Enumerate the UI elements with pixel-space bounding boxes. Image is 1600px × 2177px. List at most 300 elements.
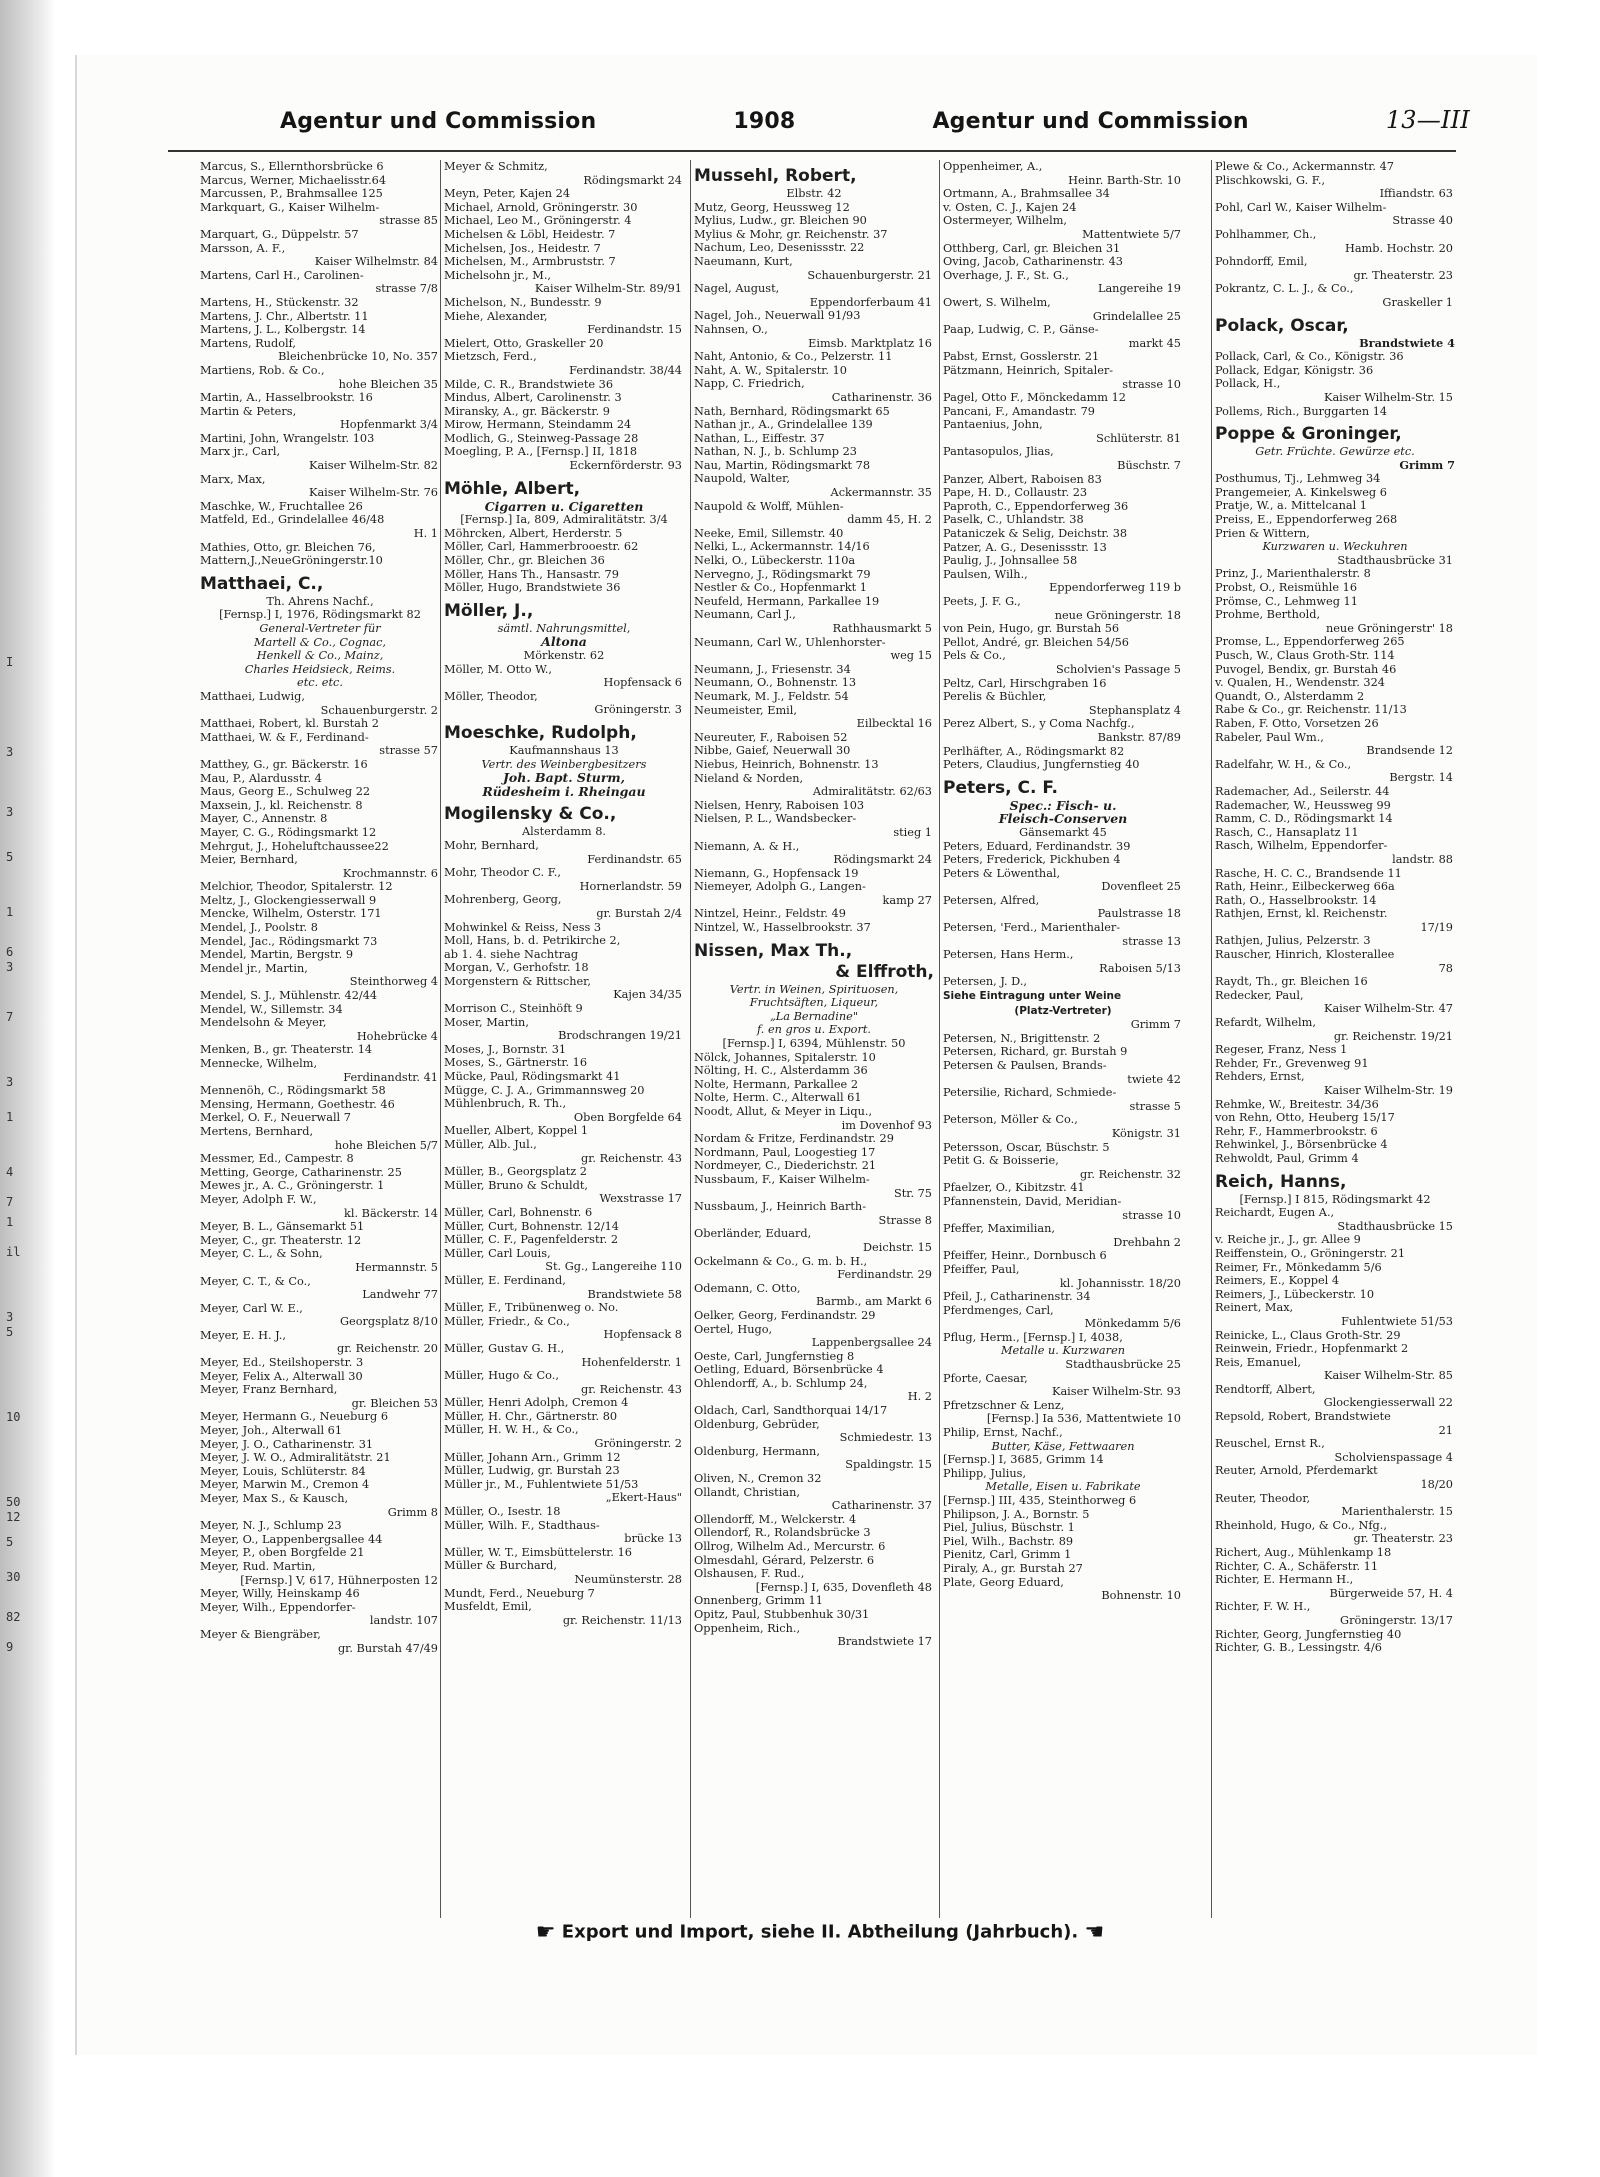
directory-entry [943,323,1183,350]
firm-detail: Getr. Früchte. Gewürze etc. [1255,445,1415,459]
entry-name: Mylius & Mohr, gr. Reichenstr. 37 [694,227,888,241]
directory-entry [1215,812,1455,826]
directory-entry [200,785,440,799]
directory-entry [200,1125,440,1152]
directory-entry [444,391,684,405]
firm-detail: Vertr. in Weinen, Spirituosen, [729,982,899,996]
column-5 [1215,160,1455,1655]
entry-name: Menken, B., gr. Theaterstr. 14 [200,1043,373,1057]
entry-name: Müller, H. Chr., Gärtnerstr. 80 [444,1409,618,1423]
edge-mark: 6 [6,945,14,959]
directory-entry [943,758,1183,772]
directory-entry [1215,1560,1455,1574]
column-2 [444,160,684,1627]
directory-entry [694,1227,934,1254]
directory-entry [694,309,934,323]
entry-name: Rasche, H. C. C., Brandsende 11 [1215,866,1402,880]
directory-entry [943,1576,1183,1603]
directory-entry [444,1233,684,1247]
entry-address: Eckernförderstr. 93 [569,459,682,473]
entry-name: Naupold, Walter, [694,472,790,486]
directory-entry [444,296,684,310]
directory-entry [694,1159,934,1173]
directory-entry [694,1132,934,1146]
entry-name: Petersen, Hans Herm., [943,948,1074,962]
directory-entry [1215,1492,1455,1519]
entry-address: Stadthausbrücke 15 [1337,1219,1453,1233]
entry-name: Michelsen, M., Armbruststr. 7 [444,255,616,269]
firm-detail: [Fernsp.] I 815, Rödingsmarkt 42 [1239,1192,1431,1206]
directory-entry [200,880,440,894]
directory-entry [200,1587,440,1601]
entry-name: Melchior, Theodor, Spitalerstr. 12 [200,880,393,894]
directory-entry [1215,907,1455,934]
firm-detail: f. en gros u. Export. [757,1023,871,1037]
entry-name: Meyer, C., gr. Theaterstr. 12 [200,1233,362,1247]
directory-entry [1215,581,1455,595]
entry-name: Martin & Peters, [200,404,297,418]
entry-name: Panzer, Albert, Raboisen 83 [943,472,1102,486]
entry-name: Martens, J. Chr., Albertstr. 11 [200,309,369,323]
directory-entry [200,1329,440,1356]
entry-name: Peters & Löwenthal, [943,866,1061,880]
directory-entry [943,255,1183,269]
entry-address: gr. Reichenstr. 43 [581,1151,682,1165]
directory-entry [444,1478,684,1505]
entry-name: Metalle, Eisen u. Fabrikate [985,1480,1141,1494]
directory-entry [444,378,684,392]
entry-name: Reuter, Theodor, [1215,1491,1311,1505]
entry-name: Müller jr., M., Fuhlentwiete 51/53 [444,1477,639,1491]
directory-entry [694,1526,934,1540]
entry-name: Richter, E. Hermann H., [1215,1573,1354,1587]
entry-name: Petersen, Alfred, [943,893,1040,907]
directory-entry [1215,1301,1455,1328]
entry-name: Reis, Emanuel, [1215,1355,1301,1369]
entry-address: Hopfensack 6 [603,676,682,690]
firm-detail: sämtl. Nahrungsmittel, [497,621,631,635]
entry-name: Neureuter, F., Raboisen 52 [694,730,848,744]
entry-address: Strasse 40 [1392,214,1453,228]
entry-name: Nielsen, Henry, Raboisen 103 [694,798,865,812]
entry-name: Pohlhammer, Ch., [1215,227,1317,241]
entry-name: Musfeldt, Emil, [444,1600,532,1614]
directory-entry [694,1608,934,1622]
entry-name: Niebus, Heinrich, Bohnenstr. 13 [694,757,879,771]
entry-address: Wexstrasse 17 [599,1192,682,1206]
directory-entry [200,1438,440,1452]
directory-entry [694,554,934,568]
entry-address: Kaiser Wilhelmstr. 84 [314,255,438,269]
entry-name: Möller, Carl, Hammerbrooestr. 62 [444,540,639,554]
entry-name: Martini, John, Wrangelstr. 103 [200,431,375,445]
directory-entry [200,391,440,405]
entry-address: Stadthausbrücke 25 [1065,1358,1181,1372]
directory-entry [1215,948,1455,975]
directory-entry [1215,174,1455,201]
entry-name: Redecker, Paul, [1215,988,1304,1002]
entry-name: von Pein, Hugo, gr. Burstah 56 [943,622,1120,636]
firm-detail: etc. etc. [297,676,343,690]
entry-address: gr. Reichenstr. 11/13 [562,1613,682,1627]
directory-entry [1215,1261,1455,1275]
directory-entry [943,201,1183,215]
directory-entry [200,812,440,826]
entry-name: Pollems, Rich., Burggarten 14 [1215,404,1388,418]
entry-name: [Fernsp.] I, 3685, Grimm 14 [943,1453,1104,1467]
directory-entry [943,840,1183,854]
entry-name: Milde, C. R., Brandstwiete 36 [444,377,614,391]
directory-entry [200,1560,440,1587]
entry-name: Piraly, A., gr. Burstah 27 [943,1561,1083,1575]
entry-address: brücke 13 [624,1532,682,1546]
directory-entry [1215,282,1455,309]
firm-detail: [Fernsp.] I, 1976, Rödingsmarkt 82 [219,608,421,622]
directory-entry [444,1070,684,1084]
entry-address: gr. Bleichen 53 [351,1396,438,1410]
directory-entry [200,1003,440,1017]
directory-entry [694,608,934,635]
entry-name: Mindus, Albert, Carolinenstr. 3 [444,391,622,405]
entry-name: Mendel, S. J., Mühlenstr. 42/44 [200,989,378,1003]
entry-name: Nussbaum, F., Kaiser Wilhelm- [694,1172,870,1186]
firm-detail: Th. Ahrens Nachf., [266,594,374,608]
directory-entry [200,921,440,935]
edge-mark: 1 [6,1215,14,1229]
directory-entry [694,1363,934,1377]
directory-entry [444,1587,684,1601]
entry-name: Oberländer, Eduard, [694,1227,812,1241]
directory-entry [943,989,1183,1004]
directory-entry [1215,405,1455,419]
entry-name: Petersen & Paulsen, Brands- [943,1059,1107,1072]
directory-entry [200,1302,440,1329]
entry-name: Petersilie, Richard, Schmiede- [943,1086,1117,1100]
directory-entry [943,1453,1183,1467]
header-right-title: Agentur und Commission [932,109,1249,134]
entry-name: Niemeyer, Adolph G., Langen- [694,880,866,894]
directory-entry [200,826,440,840]
firm-detail: Brandstwiete 4 [1359,335,1455,350]
directory-entry [444,337,684,351]
entry-address: Scholvien's Passage 5 [1055,662,1181,676]
entry-name: von Rehn, Otto, Heuberg 15/17 [1215,1111,1395,1125]
entry-address: Eppendorferweg 119 b [1049,581,1181,595]
entry-address: Neumünsterstr. 28 [574,1573,682,1586]
entry-name: Noodt, Allut, & Meyer in Liqu., [694,1105,873,1118]
entry-name: Richter, C. A., Schäferstr. 11 [1215,1559,1379,1573]
directory-entry [444,445,684,472]
directory-entry [943,1222,1183,1249]
entry-address: Georgsplatz 8/10 [340,1315,438,1329]
directory-entry [444,1179,684,1206]
directory-entry [1215,595,1455,609]
directory-entry [694,540,934,554]
entry-address: Rödingsmarkt 24 [583,173,682,187]
firm-detail: Charles Heidsieck, Reims. [244,662,396,676]
entry-address: Admiralitätstr. 62/63 [812,785,932,799]
entry-address: 78 [1438,961,1453,975]
edge-mark: 3 [6,1075,14,1089]
entry-name: Matthaei, W. & F., Ferdinand- [200,730,369,744]
directory-entry [694,1540,934,1554]
entry-name: Meyer, B. L., Gänsemarkt 51 [200,1220,365,1234]
entry-name: Nagel, Joh., Neuerwall 91/93 [694,309,861,323]
entry-name: Meyer, Carl W. E., [200,1301,303,1315]
directory-entry [1215,1206,1455,1233]
directory-entry [200,690,440,717]
edge-mark: 12 [6,1510,21,1524]
entry-name: Prangemeier, A. Kinkelsweg 6 [1215,485,1387,499]
directory-entry [694,405,934,419]
entry-name: Matthaei, Robert, kl. Burstah 2 [200,717,379,731]
directory-entry [694,840,934,867]
directory-entry [943,1154,1183,1181]
entry-name: Radelfahr, W. H., & Co., [1215,757,1352,771]
entry-address: Bleichenbrücke 10, No. 357 [278,350,438,364]
directory-entry [943,921,1183,948]
entry-address: kamp 27 [882,893,932,907]
entry-name: Mertens, Bernhard, [200,1124,314,1138]
entry-name: Mennenöh, C., Rödingsmarkt 58 [200,1084,386,1098]
directory-entry [694,255,934,282]
entry-address: Bergstr. 14 [1389,771,1453,785]
entry-name: Rehwinkel, J., Börsenbrücke 4 [1215,1138,1388,1152]
directory-entry [200,1519,440,1533]
entry-address: 21 [1438,1423,1453,1437]
entry-name: Müller, Hugo & Co., [444,1369,559,1383]
entry-name: Nieland & Norden, [694,771,804,785]
entry-name: Peterson, Möller & Co., [943,1113,1078,1127]
entry-name: Neufeld, Hermann, Parkallee 19 [694,594,880,608]
entry-name: Mehrgut, J., Hoheluftchaussee22 [200,839,389,853]
entry-address: strasse 13 [1122,934,1181,948]
directory-entry [943,1059,1183,1086]
directory-entry [943,1344,1183,1358]
entry-address: Hopfensack 8 [603,1328,682,1342]
directory-entry [444,1451,684,1465]
header-year: 1908 [733,109,796,134]
entry-address: strasse 7/8 [375,282,438,296]
entry-name: Rasch, Wilhelm, Eppendorfer- [1215,839,1388,853]
directory-entry [943,1426,1183,1440]
entry-name: Oldenburg, Hermann, [694,1444,820,1458]
directory-entry [1215,513,1455,527]
entry-address: Kaiser Wilhelm-Str. 15 [1324,390,1453,404]
directory-entry [200,473,440,500]
entry-address: Kaiser Wilhelm-Str. 89/91 [534,282,682,296]
entry-address: Ferdinandstr. 41 [343,1070,438,1084]
entry-name: Naupold & Wolff, Mühlen- [694,499,844,513]
directory-entry [444,160,684,187]
directory-entry [200,364,440,391]
entry-name: Overhage, J. F., St. G., [943,268,1069,282]
entry-name: Messmer, Ed., Campestr. 8 [200,1152,354,1166]
directory-entry [943,486,1183,500]
entry-address: Kaiser Wilhelm-Str. 85 [1324,1369,1453,1383]
entry-address: [Fernsp.] V, 617, Hühnerposten 12 [240,1573,438,1587]
firm-detail: Vertr. des Weinbergbesitzers [481,757,647,771]
entry-name: Michelsen, Jos., Heidestr. 7 [444,241,601,255]
entry-name: Reinwein, Friedr., Hopfenmarkt 2 [1215,1342,1409,1356]
firm-detail: Kaufmannshaus 13 [509,743,619,757]
entry-name: Pfaelzer, O., Kibitzstr. 41 [943,1181,1085,1195]
entry-address: kl. Johannisstr. 18/20 [1059,1276,1181,1290]
entry-name: Reuschel, Ernst R., [1215,1437,1325,1451]
pointing-hand-left-icon: ☚ [1084,1920,1105,1945]
entry-address: Strasse 8 [878,1213,932,1227]
directory-entry [444,1505,684,1519]
directory-entry [943,242,1183,256]
entry-name: Meyer, N. J., Schlump 23 [200,1519,342,1533]
entry-name: Möhrcken, Albert, Herderstr. 5 [444,526,623,540]
directory-entry [1215,839,1455,866]
firm-detail: Mörkenstr. 62 [523,649,605,662]
directory-entry [694,581,934,595]
entry-name: Olmesdahl, Gérard, Pelzerstr. 6 [694,1553,875,1567]
directory-entry [1215,1383,1455,1410]
entry-name: Rendtorff, Albert, [1215,1382,1316,1396]
entry-name: Pfannenstein, David, Meridian- [943,1194,1122,1208]
entry-name: Meyer, Adolph F. W., [200,1192,317,1206]
directory-entry [694,812,934,839]
directory-entry [694,1486,934,1513]
entry-name: Müller, Alb. Jul., [444,1138,537,1151]
edge-mark: 9 [6,1640,14,1654]
directory-entry [694,595,934,609]
entry-address: hohe Bleichen 35 [338,377,438,391]
entry-name: Mühlenbruch, R. Th., [444,1097,567,1111]
entry-name: Otthberg, Carl, gr. Bleichen 31 [943,241,1121,255]
entry-name: Mendel, Martin, Bergstr. 9 [200,948,354,962]
directory-entry [694,636,934,663]
entry-address: Hohenfelderstr. 1 [581,1355,682,1369]
directory-entry [200,337,440,364]
firm-detail: [Fernsp.] I, 6394, Mühlenstr. 50 [722,1037,906,1051]
directory-entry [943,894,1183,921]
entry-address: Büschstr. 7 [1117,459,1181,473]
directory-entry [200,1370,440,1384]
entry-name: Meier, Bernhard, [200,853,298,867]
directory-entry [200,1193,440,1220]
edge-mark: 30 [6,1570,21,1584]
entry-name: Ortmann, A., Brahmsallee 34 [943,187,1110,201]
entry-name: Napp, C. Friedrich, [694,377,805,391]
entry-address: Raboisen 5/13 [1099,961,1181,975]
directory-entry [444,975,684,1002]
entry-address: gr. Burstah 2/4 [596,906,682,920]
entry-address: H. 2 [907,1390,932,1404]
firm-heading: Reich, Hanns, [1215,1171,1347,1192]
entry-name: Müller, H. W. H., & Co., [444,1423,579,1437]
directory-entry [694,1146,934,1160]
entry-name: Pohndorff, Emil, [1215,255,1308,269]
entry-name: Refardt, Wilhelm, [1215,1016,1316,1030]
entry-address: Brandsende 12 [1366,744,1453,758]
entry-name: Maxsein, J., kl. Reichenstr. 8 [200,798,363,812]
entry-name: Pratje, W., a. Mittelcanal 1 [1215,499,1367,513]
entry-name: (Platz-Vertreter) [1014,1004,1112,1017]
entry-address: Schmiedestr. 13 [839,1431,932,1445]
entry-name: Michael, Arnold, Gröningerstr. 30 [444,200,638,214]
column-4 [943,160,1183,1603]
directory-entry [943,1249,1183,1263]
directory-entry [943,473,1183,487]
entry-name: Petersson, Oscar, Büschstr. 5 [943,1140,1110,1154]
entry-name: Müller, F., Tribünenweg o. No. [444,1301,619,1315]
directory-entry [943,867,1183,894]
entry-address: Schauenburgerstr. 2 [320,703,438,717]
entry-name: Preiss, E., Eppendorferweg 268 [1215,513,1398,527]
entry-address: Hamb. Hochstr. 20 [1344,241,1453,255]
entry-name: Pels & Co., [943,649,1006,663]
entry-name: Martin, A., Hasselbrookstr. 16 [200,391,373,405]
directory-entry [1215,1288,1455,1302]
entry-name: Peters, Eduard, Ferdinandstr. 39 [943,839,1131,853]
entry-name: Naht, A. W., Spitalerstr. 10 [694,363,847,377]
entry-address: strasse 57 [379,744,438,758]
directory-entry [200,1546,440,1560]
directory-entry [444,242,684,256]
directory-entry [1215,1628,1455,1642]
column-divider [1211,160,1212,1918]
directory-entry [1215,1329,1455,1343]
directory-entry [694,907,934,921]
directory-entry [694,214,934,228]
entry-name: Perez Albert, S., y Coma Nachfg., [943,717,1135,731]
directory-entry [943,1494,1183,1508]
entry-name: Meyer, Louis, Schlüterstr. 84 [200,1464,366,1478]
entry-name: Müller, Bruno & Schuldt, [444,1178,588,1192]
entry-name: Meyer & Schmitz, [444,160,548,173]
directory-entry [1215,663,1455,677]
directory-entry [1215,1600,1455,1627]
firm-detail: Grimm 7 [1399,457,1455,472]
firm-heading: Nissen, Max Th., [694,940,853,961]
directory-entry [1215,255,1455,282]
entry-name: Neumann, J., Friesenstr. 34 [694,662,851,676]
entry-address: Ferdinandstr. 65 [587,852,682,866]
entry-address: gr. Burstah 47/49 [337,1641,438,1655]
directory-entry [444,1124,684,1138]
directory-entry [694,704,934,731]
entry-name: Michael, Leo M., Gröningerstr. 4 [444,214,632,228]
column-1 [200,160,440,1655]
directory-entry [694,1309,934,1323]
entry-name: Richter, F. W. H., [1215,1600,1311,1614]
directory-entry [444,1097,684,1124]
directory-entry [444,1410,684,1424]
directory-entry [694,1105,934,1132]
edge-mark: 3 [6,960,14,974]
entry-name: Butter, Käse, Fettwaaren [991,1439,1135,1453]
directory-entry [943,1263,1183,1290]
entry-name: Pellot, André, gr. Bleichen 54/56 [943,635,1129,649]
directory-entry [200,799,440,813]
directory-entry [694,880,934,907]
directory-entry [943,853,1183,867]
entry-name: Pagel, Otto F., Mönckedamm 12 [943,391,1126,405]
entry-name: Nervegno, J., Rödingsmarkt 79 [694,567,871,581]
directory-entry [444,961,684,975]
entry-name: Pantaenius, John, [943,418,1043,432]
entry-name: Mendel, W., Sillemstr. 34 [200,1002,343,1016]
firm-heading: Mogilensky & Co., [444,804,617,825]
entry-address: Oben Borgfelde 64 [573,1110,682,1124]
entry-name: Probst, O., Reismühle 16 [1215,581,1358,595]
directory-entry [1215,894,1455,908]
edge-mark: 7 [6,1195,14,1209]
